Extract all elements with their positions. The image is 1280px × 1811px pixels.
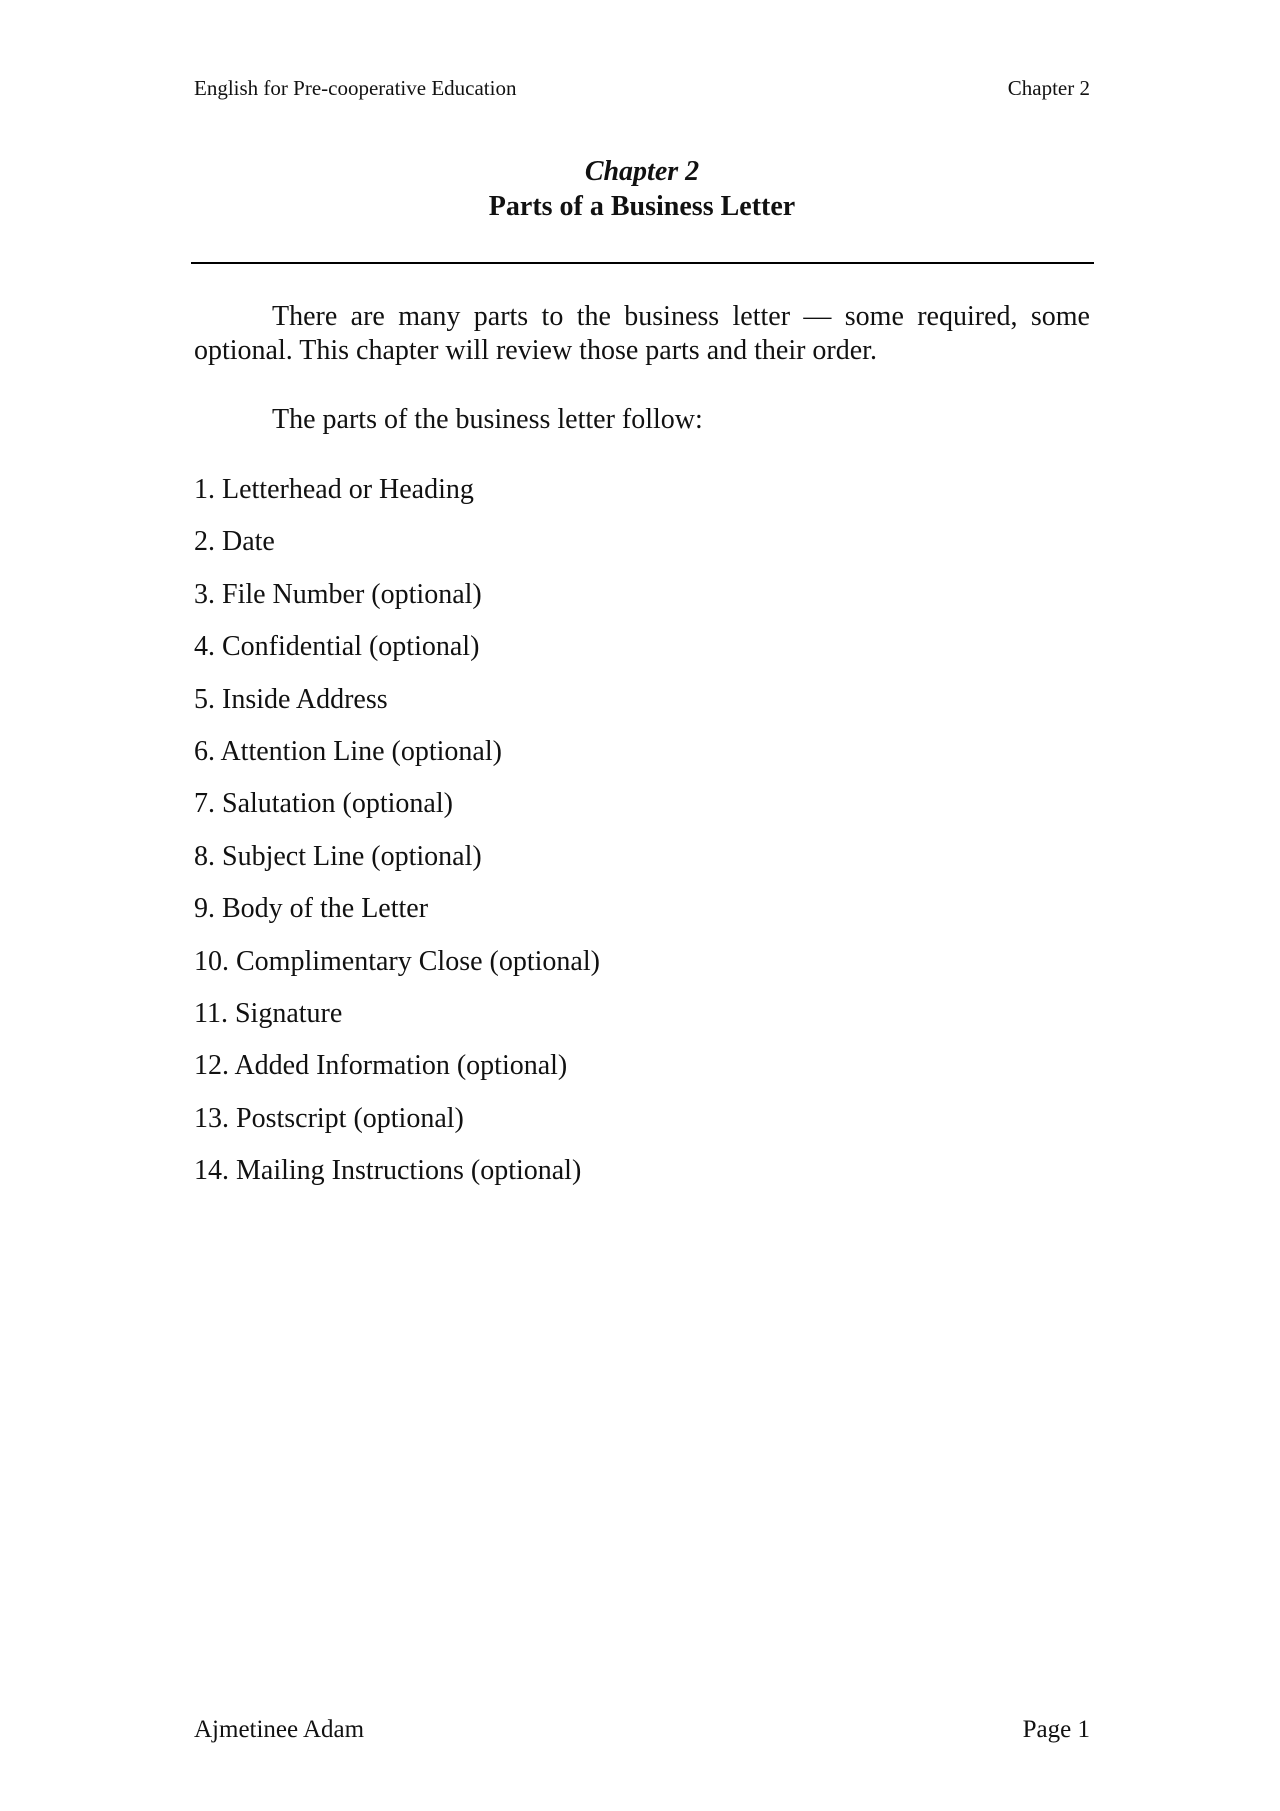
list-item: 1. Letterhead or Heading <box>194 474 474 505</box>
list-item: 10. Complimentary Close (optional) <box>194 945 600 977</box>
chapter-label: Chapter 2 <box>584 156 700 187</box>
list-item: 3. File Number (optional) <box>194 578 482 610</box>
author-name: Ajmetinee Adam <box>194 1716 365 1743</box>
book-title: English for Pre-cooperative Education <box>194 76 517 100</box>
list-item: 12. Added Information (optional) <box>194 1050 568 1082</box>
title-divider <box>191 262 1094 264</box>
list-item: 4. Confidential (optional) <box>194 631 480 663</box>
list-item: 11. Signature <box>194 997 343 1029</box>
parts-list <box>194 470 600 1203</box>
list-item: 9. Body of the Letter <box>194 893 429 925</box>
page-title: Parts of a Business Letter <box>488 191 796 222</box>
list-lead-in: The parts of the business letter follow: <box>272 404 703 435</box>
list-item: 7. Salutation (optional) <box>194 788 453 820</box>
list-item: 13. Postscript (optional) <box>194 1102 464 1134</box>
list-item: 14. Mailing Instructions (optional) <box>194 1155 582 1187</box>
running-footer <box>194 1716 1090 1748</box>
list-item: 6. Attention Line (optional) <box>194 735 502 767</box>
list-item: 8. Subject Line (optional) <box>194 840 482 872</box>
page-number: Page 1 <box>1022 1716 1090 1743</box>
list-item: 2. Date <box>194 526 275 558</box>
list-item: 5. Inside Address <box>194 683 388 715</box>
running-header <box>194 76 1090 102</box>
intro-paragraph: There are many parts to the business letter — some required, some optional. This chapter will review those parts and their order. <box>194 301 1090 366</box>
header-chapter-ref: Chapter 2 <box>1007 76 1090 100</box>
